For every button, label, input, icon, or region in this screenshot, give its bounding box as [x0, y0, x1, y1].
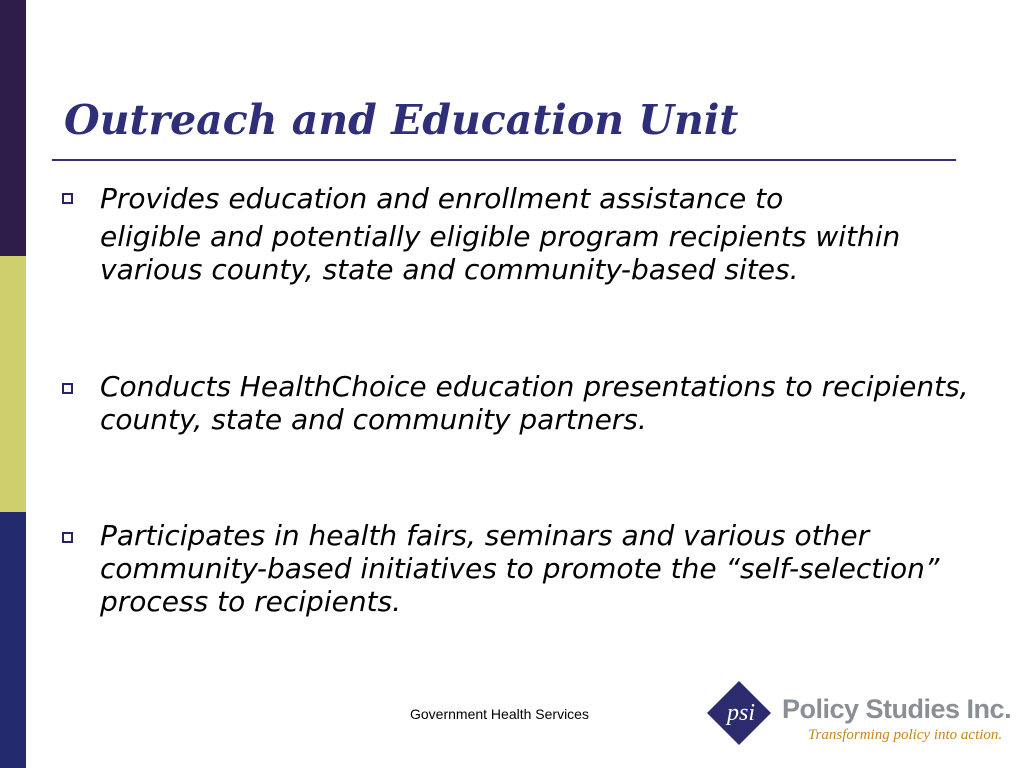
sidebar-band-bottom [0, 512, 26, 768]
psi-diamond-logo-icon [706, 680, 772, 746]
logo-company-name: Policy Studies Inc. [782, 694, 1012, 724]
slide-title: Outreach and Education Unit [64, 96, 739, 144]
square-bullet-icon [62, 532, 73, 543]
footer-text: Government Health Services [410, 706, 589, 722]
bullet-text-first-line: Provides education and enrollment assistance to [100, 182, 784, 215]
bullet-text: Participates in health fairs, seminars and various other community-based initiatives to promote the “self-selection” process to recipients. [100, 519, 940, 618]
bullet-item [62, 178, 982, 286]
sidebar-band-middle [0, 256, 26, 512]
bullet-item [62, 519, 982, 618]
sidebar-band-top [0, 0, 26, 256]
square-bullet-icon [62, 383, 73, 394]
logo-mark-text: psi [726, 700, 756, 726]
bullet-item [62, 370, 982, 436]
company-logo [706, 680, 1016, 746]
bullet-text-continuation: eligible and potentially eligible program recipients within various county, state and community-based sites. [100, 220, 901, 286]
bullet-text: Conducts HealthChoice education presentations to recipients, county, state and community partners. [100, 370, 969, 436]
square-bullet-icon [62, 193, 73, 204]
title-underline [52, 159, 956, 161]
logo-tagline: Transforming policy into action. [808, 727, 1003, 743]
bullet-text [100, 178, 982, 286]
